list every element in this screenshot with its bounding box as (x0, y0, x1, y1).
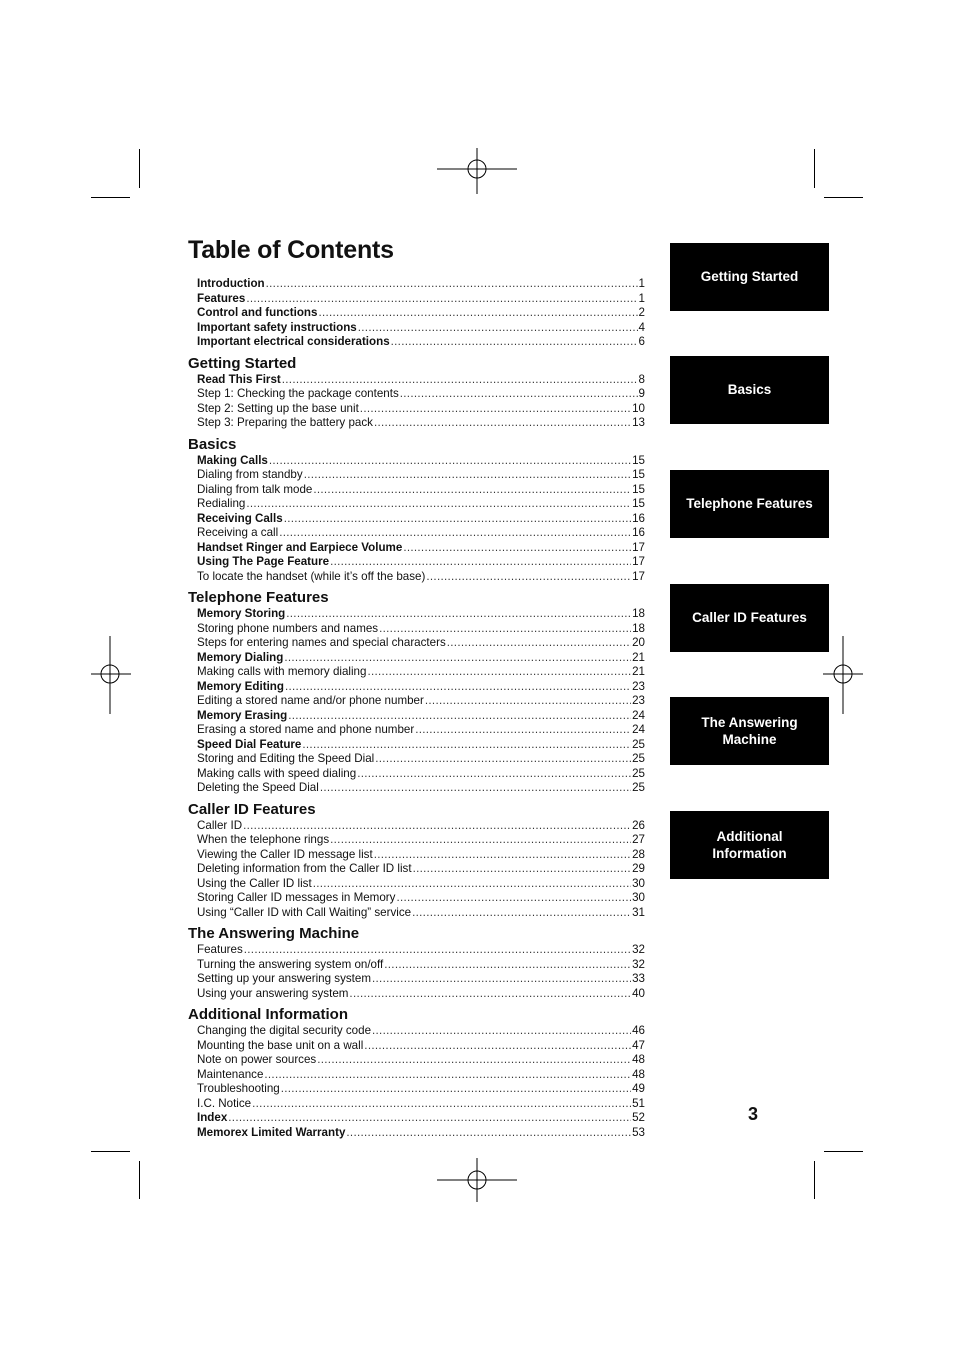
crop-mark (814, 1161, 815, 1199)
dot-leader (447, 636, 631, 651)
section-heading: Additional Information (188, 1006, 348, 1023)
dot-leader (244, 943, 631, 958)
page-number: 3 (748, 1104, 759, 1124)
dot-leader (403, 541, 631, 556)
toc-entry-page: 16 (632, 511, 645, 525)
dot-leader (302, 738, 631, 753)
toc-entry[interactable] (188, 497, 645, 512)
table-of-contents (188, 277, 645, 1140)
toc-entry[interactable] (188, 1111, 645, 1126)
dot-leader (246, 497, 631, 512)
dot-leader (284, 651, 631, 666)
toc-entry-title: Introduction (197, 277, 265, 290)
toc-section (188, 355, 645, 431)
toc-entry-page: 53 (632, 1125, 645, 1139)
toc-entry[interactable] (188, 723, 645, 738)
toc-entry-page: 17 (632, 540, 645, 554)
toc-entry-title: I.C. Notice (197, 1096, 252, 1110)
dot-leader (364, 1039, 631, 1054)
toc-entry-page: 8 (638, 372, 645, 386)
toc-entry-page: 52 (632, 1111, 645, 1124)
dot-leader (269, 454, 631, 469)
toc-entry-page: 31 (632, 905, 645, 919)
dot-leader (412, 906, 631, 921)
toc-entry[interactable] (188, 877, 645, 892)
toc-entry[interactable] (188, 1053, 645, 1068)
toc-entry[interactable] (188, 636, 645, 651)
toc-entry-page: 15 (632, 453, 645, 467)
toc-entry-page: 32 (632, 943, 645, 956)
toc-entry[interactable] (188, 680, 645, 695)
toc-entry[interactable] (188, 833, 645, 848)
toc-entry-title: Storing Caller ID messages in Memory (197, 891, 396, 904)
toc-section (188, 1006, 645, 1140)
toc-entry-title: Turning the answering system on/off (197, 957, 384, 971)
toc-entry-page: 26 (632, 818, 645, 832)
registration-mark-icon (437, 148, 517, 194)
toc-entry[interactable] (188, 321, 645, 336)
dot-leader (391, 335, 638, 350)
toc-entry-page: 24 (632, 708, 645, 722)
toc-entry-page: 30 (632, 876, 645, 890)
toc-entry-page: 48 (632, 1053, 645, 1066)
toc-entry[interactable] (188, 512, 645, 527)
toc-entry-page: 17 (632, 555, 645, 568)
toc-entry-page: 49 (632, 1082, 645, 1095)
toc-entry-title: Troubleshooting (197, 1082, 280, 1095)
toc-entry-title: Dialing from standby (197, 468, 303, 481)
toc-entry-title: Viewing the Caller ID message list (197, 847, 373, 861)
dot-leader (284, 512, 631, 527)
toc-entry-title: Deleting information from the Caller ID list (197, 862, 412, 875)
toc-entry-title: Storing and Editing the Speed Dial (197, 752, 375, 765)
toc-entry-title: Memory Dialing (197, 650, 284, 664)
dot-leader (304, 468, 631, 483)
section-heading: The Answering Machine (188, 925, 360, 942)
toc-entry[interactable] (188, 277, 645, 292)
dot-leader (379, 622, 631, 637)
toc-entry-title: Receiving Calls (197, 511, 283, 525)
toc-entry-title: Using “Caller ID with Call Waiting” service (197, 905, 412, 919)
toc-entry-page: 25 (632, 737, 645, 751)
toc-entry[interactable] (188, 373, 645, 388)
toc-entry-page: 17 (632, 569, 645, 583)
toc-entry-page: 9 (638, 387, 645, 400)
toc-entry[interactable] (188, 526, 645, 541)
toc-entry[interactable] (188, 819, 645, 834)
toc-entry[interactable] (188, 958, 645, 973)
toc-entry-page: 48 (632, 1067, 645, 1081)
dot-leader (357, 767, 631, 782)
dot-leader (349, 987, 631, 1002)
toc-entry[interactable] (188, 541, 645, 556)
toc-entry-title: Memory Editing (197, 679, 284, 693)
crop-mark (91, 197, 130, 198)
toc-entry-title: Note on power sources (197, 1053, 317, 1066)
toc-entry-title: Step 3: Preparing the battery pack (197, 416, 373, 429)
toc-entry-page: 25 (632, 781, 645, 794)
dot-leader (330, 555, 631, 570)
dot-leader (375, 752, 631, 767)
section-tab-label: Basics (727, 382, 772, 398)
dot-leader (346, 1126, 631, 1141)
toc-entry-title: Redialing (197, 497, 246, 510)
dot-leader (374, 848, 631, 863)
dot-leader (286, 607, 631, 622)
toc-entry[interactable] (188, 622, 645, 637)
toc-entry-page: 30 (632, 891, 645, 904)
intro-entry-list (188, 277, 645, 350)
dot-leader (372, 972, 631, 987)
toc-entry-title: Steps for entering names and special characters (197, 636, 446, 649)
toc-entry-page: 18 (632, 621, 645, 635)
toc-entry[interactable] (188, 306, 645, 321)
crop-mark (91, 1151, 130, 1152)
toc-entry-title: Memorex Limited Warranty (197, 1125, 346, 1139)
toc-entry-title: Step 1: Checking the package contents (197, 387, 399, 400)
toc-entry[interactable] (188, 1024, 645, 1039)
dot-leader (279, 526, 631, 541)
toc-entry[interactable] (188, 416, 645, 431)
toc-entry[interactable] (188, 1097, 645, 1112)
toc-entry-page: 25 (632, 752, 645, 765)
toc-entry-page: 51 (632, 1096, 645, 1110)
toc-entry-title: Speed Dial Feature (197, 737, 302, 751)
toc-entry[interactable] (188, 943, 645, 958)
dot-leader (384, 958, 631, 973)
toc-entry-page: 4 (638, 320, 645, 334)
toc-entry[interactable] (188, 1082, 645, 1097)
crop-mark (824, 1151, 863, 1152)
dot-leader (266, 277, 638, 292)
toc-entry-page: 23 (632, 694, 645, 707)
toc-section (188, 436, 645, 585)
page-title: Table of Contents (188, 236, 394, 264)
toc-entry-page: 15 (632, 468, 645, 481)
dot-leader (246, 292, 637, 307)
toc-entry-title: Maintenance (197, 1067, 264, 1081)
toc-entry-page: 6 (638, 335, 645, 348)
section-tab-label: Caller ID Features (692, 610, 807, 626)
toc-entry-page: 47 (632, 1038, 645, 1052)
registration-mark-icon (91, 636, 131, 714)
toc-entry[interactable] (188, 767, 645, 782)
dot-leader (288, 709, 631, 724)
toc-entry[interactable] (188, 402, 645, 417)
section-heading: Telephone Features (188, 589, 329, 606)
section-tab-label: Additional Information (712, 828, 787, 861)
toc-entry-page: 2 (638, 306, 645, 319)
toc-entry-page: 25 (632, 766, 645, 780)
toc-entry-page: 23 (632, 679, 645, 693)
toc-entry-page: 21 (632, 665, 645, 678)
toc-entry-title: Using the Caller ID list (197, 876, 312, 890)
toc-section (188, 589, 645, 796)
section-heading: Getting Started (188, 354, 297, 372)
toc-entry[interactable] (188, 1039, 645, 1054)
toc-entry-title: Changing the digital security code (197, 1024, 372, 1037)
toc-entry-page: 24 (632, 723, 645, 736)
toc-entry[interactable] (188, 738, 645, 753)
toc-section (188, 801, 645, 921)
toc-entry-page: 29 (632, 862, 645, 875)
dot-leader (313, 877, 631, 892)
toc-entry[interactable] (188, 454, 645, 469)
toc-entry[interactable] (188, 891, 645, 906)
dot-leader (426, 570, 631, 585)
toc-entry-page: 28 (632, 847, 645, 861)
registration-mark-icon (823, 636, 863, 714)
section-tab[interactable] (670, 356, 829, 424)
toc-entry[interactable] (188, 862, 645, 877)
dot-leader (243, 819, 631, 834)
dot-leader (374, 416, 631, 431)
dot-leader (252, 1097, 631, 1112)
toc-entry[interactable] (188, 607, 645, 622)
toc-entry[interactable] (188, 848, 645, 863)
toc-entry-title: Step 2: Setting up the base unit (197, 401, 359, 415)
toc-entry[interactable] (188, 972, 645, 987)
toc-entry-page: 27 (632, 833, 645, 846)
toc-section (188, 925, 645, 1001)
toc-entry-page: 20 (632, 636, 645, 649)
toc-entry-page: 13 (632, 416, 645, 429)
section-list (188, 355, 645, 1141)
dot-leader (282, 373, 638, 388)
toc-entry[interactable] (188, 483, 645, 498)
toc-entry-title: Setting up your answering system (197, 972, 371, 985)
toc-entry[interactable] (188, 292, 645, 307)
toc-entry-page: 33 (632, 972, 645, 985)
section-tab[interactable] (670, 697, 829, 765)
dot-leader (285, 680, 631, 695)
toc-entry-title: Features (197, 943, 243, 956)
toc-entry-title: Erasing a stored name and phone number (197, 723, 415, 736)
toc-entry-title: Mounting the base unit on a wall (197, 1038, 364, 1052)
dot-leader (396, 891, 631, 906)
dot-leader (320, 781, 631, 796)
toc-entry-title: Making Calls (197, 453, 268, 467)
toc-entry-title: Features (197, 291, 246, 305)
section-tab[interactable] (670, 470, 829, 538)
toc-entry[interactable] (188, 387, 645, 402)
section-tab[interactable] (670, 584, 829, 652)
toc-entry[interactable] (188, 570, 645, 585)
toc-entry-title: Handset Ringer and Earpiece Volume (197, 540, 403, 554)
toc-entry[interactable] (188, 906, 645, 921)
toc-entry[interactable] (188, 665, 645, 680)
toc-entry-title: Editing a stored name and/or phone number (197, 694, 424, 707)
toc-entry-title: Important safety instructions (197, 320, 357, 334)
section-tab[interactable] (670, 811, 829, 879)
toc-entry[interactable] (188, 781, 645, 796)
toc-entry[interactable] (188, 1126, 645, 1141)
dot-leader (264, 1068, 631, 1083)
toc-entry-page: 32 (632, 957, 645, 971)
toc-entry-page: 40 (632, 986, 645, 1000)
toc-entry-title: Read This First (197, 372, 281, 386)
toc-entry[interactable] (188, 694, 645, 709)
toc-entry[interactable] (188, 709, 645, 724)
dot-leader (228, 1111, 631, 1126)
toc-entry-page: 1 (638, 291, 645, 305)
dot-leader (281, 1082, 631, 1097)
section-tab[interactable] (670, 243, 829, 311)
toc-entry-title: Using The Page Feature (197, 555, 330, 568)
dot-leader (425, 694, 631, 709)
crop-mark (139, 1161, 140, 1199)
toc-entry-title: Using your answering system (197, 986, 349, 1000)
dot-leader (330, 833, 631, 848)
dot-leader (313, 483, 631, 498)
toc-entry-title: Index (197, 1111, 228, 1124)
toc-entry-page: 15 (632, 497, 645, 510)
toc-entry-title: Storing phone numbers and names (197, 621, 379, 635)
crop-mark (824, 197, 863, 198)
dot-leader (358, 321, 638, 336)
toc-entry-title: To locate the handset (while it’s off the base) (197, 569, 426, 583)
dot-leader (400, 387, 638, 402)
dot-leader (415, 723, 631, 738)
toc-entry[interactable] (188, 468, 645, 483)
toc-entry-page: 10 (632, 401, 645, 415)
toc-entry-page: 1 (638, 277, 645, 290)
toc-entry-title: When the telephone rings (197, 833, 330, 846)
toc-entry[interactable] (188, 752, 645, 767)
dot-leader (413, 862, 632, 877)
toc-entry-title: Deleting the Speed Dial (197, 781, 319, 794)
section-tab-label: Telephone Features (686, 496, 813, 512)
registration-mark-icon (437, 1158, 517, 1202)
toc-entry-page: 15 (632, 482, 645, 496)
toc-entry-title: Important electrical considerations (197, 335, 390, 348)
toc-entry[interactable] (188, 555, 645, 570)
dot-leader (318, 306, 637, 321)
toc-entry-page: 21 (632, 650, 645, 664)
toc-entry-title: Memory Storing (197, 607, 286, 620)
dot-leader (372, 1024, 631, 1039)
section-heading: Caller ID Features (188, 800, 316, 818)
toc-entry[interactable] (188, 335, 645, 350)
toc-entry[interactable] (188, 651, 645, 666)
toc-entry-title: Making calls with memory dialing (197, 665, 367, 678)
crop-mark (139, 149, 140, 188)
section-tab-label: The Answering Machine (701, 714, 798, 747)
toc-entry-page: 46 (632, 1024, 645, 1037)
section-tab-label: Getting Started (700, 269, 799, 285)
toc-entry-title: Control and functions (197, 306, 318, 319)
toc-entry-title: Caller ID (197, 818, 243, 832)
dot-leader (367, 665, 631, 680)
toc-entry-title: Making calls with speed dialing (197, 766, 357, 780)
toc-entry-page: 16 (632, 526, 645, 539)
toc-entry-title: Receiving a call (197, 526, 279, 539)
toc-entry[interactable] (188, 987, 645, 1002)
dot-leader (360, 402, 631, 417)
toc-entry-title: Dialing from talk mode (197, 482, 313, 496)
toc-entry[interactable] (188, 1068, 645, 1083)
dot-leader (317, 1053, 631, 1068)
toc-entry-page: 18 (632, 607, 645, 620)
crop-mark (814, 149, 815, 188)
section-heading: Basics (188, 435, 237, 453)
toc-entry-title: Memory Erasing (197, 708, 288, 722)
